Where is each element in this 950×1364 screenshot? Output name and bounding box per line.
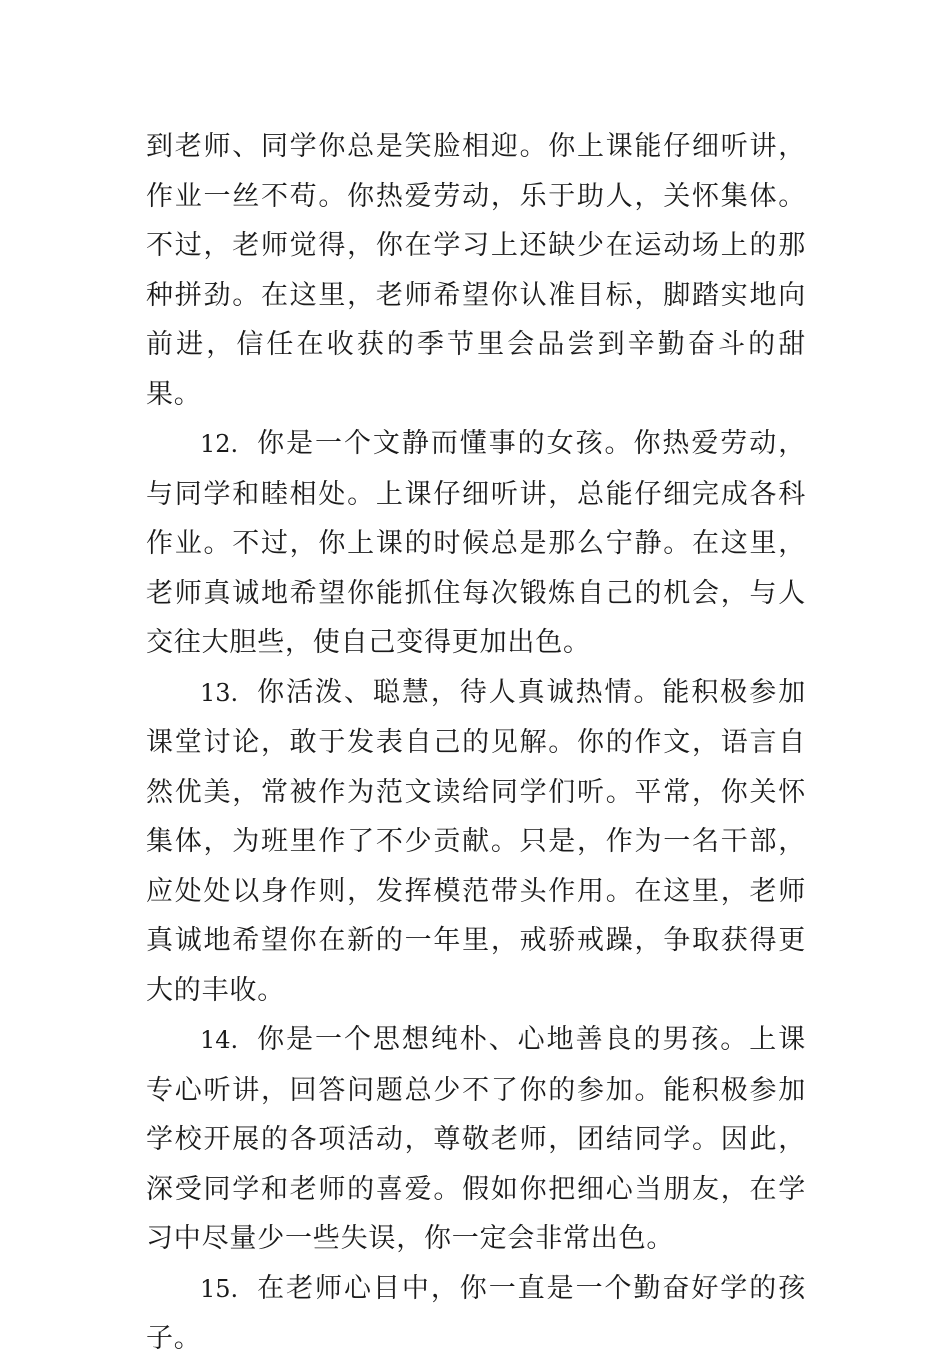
paragraph-12 xyxy=(146,419,806,668)
paragraph-text: 到老师、同学你总是笑脸相迎。你上课能仔细听讲，作业一丝不苟。你热爱劳动，乐于助人，关怀集体。不过，老师觉得，你在学习上还缺少在运动场上的那种拼劲。在这里，老师希望你认准目标，脚踏实地向前进，信任在收获的季节里会品尝到辛勤奋斗的甜果。 xyxy=(146,131,806,410)
paragraph-text: 你是一个文静而懂事的女孩。你热爱劳动，与同学和睦相处。上课仔细听讲，总能仔细完成各科作业。不过，你上课的时候总是那么宁静。在这里，老师真诚地希望你能抓住每次锻炼自己的机会，与人交往大胆些，使自己变得更加出色。 xyxy=(146,428,806,658)
paragraph-number: 15. xyxy=(200,1274,239,1303)
paragraph-13 xyxy=(146,668,806,1016)
paragraph-text: 在老师心目中，你一直是一个勤奋好学的孩子。 xyxy=(146,1272,806,1354)
paragraph-14 xyxy=(146,1015,806,1264)
paragraph-text: 你是一个思想纯朴、心地善良的男孩。上课专心听讲，回答问题总少不了你的参加。能积极参加学校开展的各项活动，尊敬老师，团结同学。因此，深受同学和老师的喜爱。假如你把细心当朋友，在学习中尽量少一些失误，你一定会非常出色。 xyxy=(146,1024,806,1254)
paragraph-15 xyxy=(146,1264,806,1364)
paragraph-number: 12. xyxy=(200,430,239,458)
document-page xyxy=(146,122,806,1364)
paragraph-number: 14. xyxy=(200,1026,239,1054)
paragraph-number: 13. xyxy=(200,678,239,707)
paragraph-text: 你活泼、聪慧，待人真诚热情。能积极参加课堂讨论，敢于发表自己的见解。你的作文，语言自然优美，常被作为范文读给同学们听。平常，你关怀集体，为班里作了不少贡献。只是，作为一名干部，应处处以身作则，发挥模范带头作用。在这里，老师真诚地希望你在新的一年里，戒骄戒躁，争取获得更大的丰收。 xyxy=(146,676,806,1006)
paragraph-continued xyxy=(146,122,806,419)
